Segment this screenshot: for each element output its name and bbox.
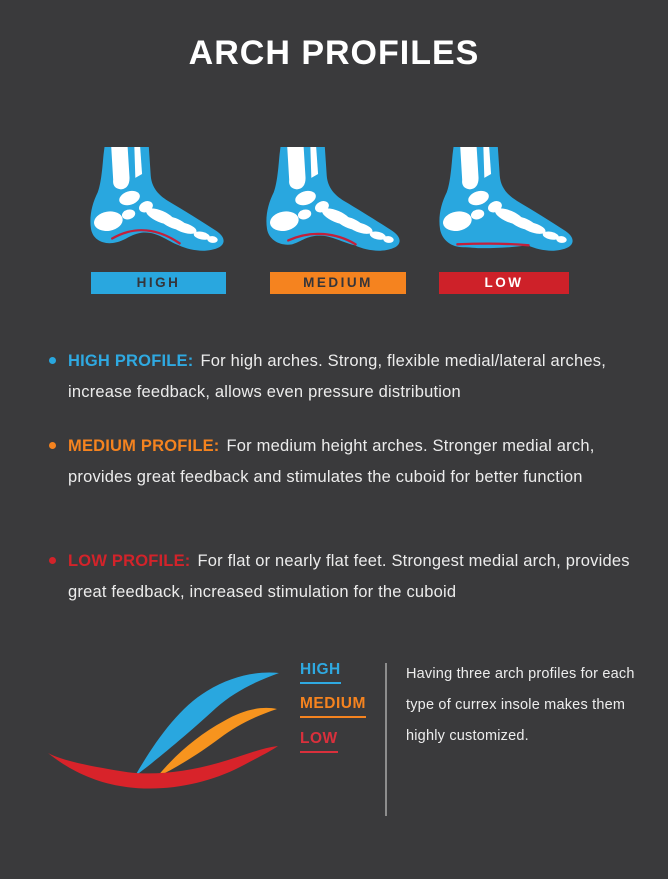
legend-label-medium: MEDIUM bbox=[300, 695, 366, 718]
profile-bullet-low bbox=[49, 546, 635, 608]
profile-bullet-medium bbox=[49, 431, 635, 493]
arch-label-bar-high: HIGH bbox=[91, 272, 226, 294]
profile-description-medium: For medium height arches. Stronger medial arch, provides great feedback and stimulates the cuboid for better function bbox=[68, 437, 595, 486]
profile-heading-medium: MEDIUM PROFILE: bbox=[68, 437, 220, 455]
vertical-divider bbox=[385, 663, 387, 816]
profile-text-low bbox=[68, 546, 635, 608]
profile-heading-low: LOW PROFILE: bbox=[68, 552, 191, 570]
foot-skeleton-medium-arch-illustration bbox=[261, 147, 406, 253]
profile-description-low: For flat or nearly flat feet. Strongest medial arch, provides great feedback, increased stimulation for the cuboid bbox=[68, 552, 630, 601]
bullet-dot-low bbox=[49, 557, 56, 564]
bullet-dot-medium bbox=[49, 442, 56, 449]
foot-skeleton-high-arch-illustration bbox=[85, 147, 230, 253]
profile-text-high bbox=[68, 346, 635, 408]
arch-label-bar-low: LOW bbox=[439, 272, 569, 294]
footer-note: Having three arch profiles for each type of currex insole makes them highly customized. bbox=[406, 666, 635, 744]
profile-bullet-high bbox=[49, 346, 635, 408]
legend-label-high: HIGH bbox=[300, 661, 341, 684]
arch-label-bar-medium: MEDIUM bbox=[270, 272, 406, 294]
profile-description-high: For high arches. Strong, flexible medial/lateral arches, increase feedback, allows even pressure distribution bbox=[68, 352, 606, 401]
profile-text-medium bbox=[68, 431, 635, 493]
page-title: ARCH PROFILES bbox=[188, 34, 480, 72]
foot-skeleton-low-arch-illustration bbox=[434, 147, 579, 253]
legend-label-low: LOW bbox=[300, 730, 338, 753]
bullet-dot-high bbox=[49, 357, 56, 364]
profile-heading-high: HIGH PROFILE: bbox=[68, 352, 194, 370]
